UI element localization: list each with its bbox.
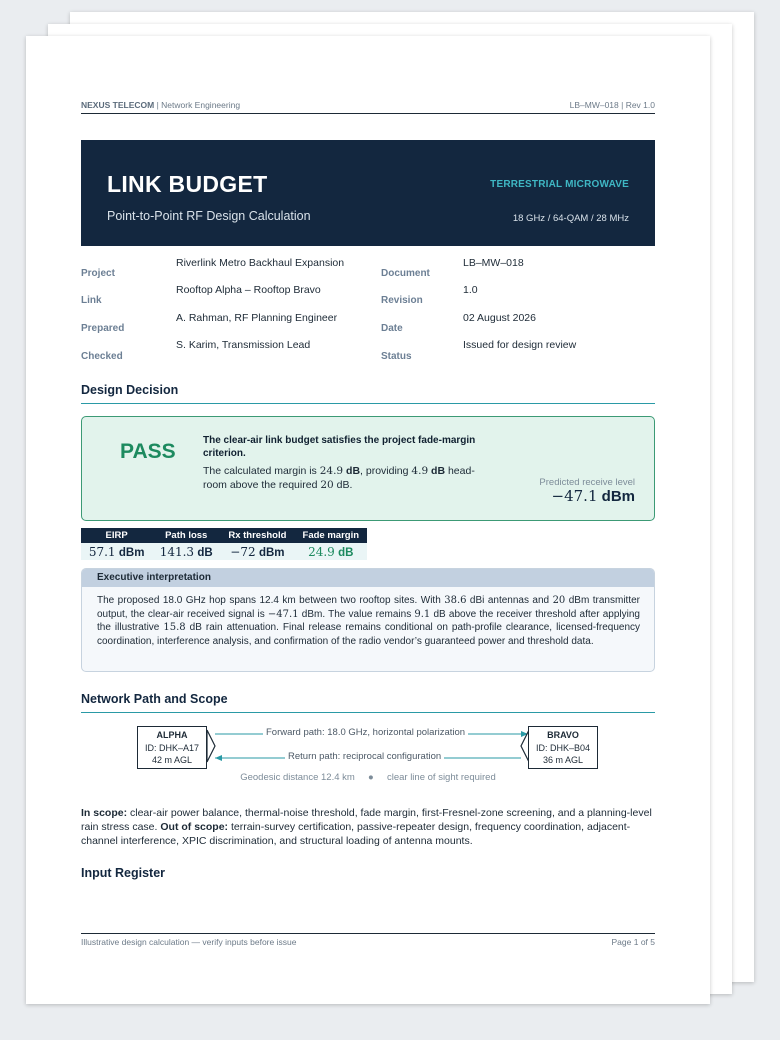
checked-label: Checked — [81, 351, 123, 362]
out-of-scope-label: Out of scope: — [160, 821, 229, 833]
document-label: Document — [381, 268, 430, 279]
in-scope-text: clear-air power balance, thermal-noise threshold, fade margin, first-Fresnel-zone screening, and a planning-level rain stress case. — [81, 807, 652, 833]
date-value: 02 August 2026 — [463, 312, 536, 324]
scope-statement — [81, 806, 655, 848]
rx-number: −47.1 — [551, 487, 598, 505]
project-value: Riverlink Metro Backhaul Expansion — [176, 257, 345, 269]
revision-label: Revision — [381, 295, 423, 306]
kpi-number: 24.9 — [308, 544, 335, 559]
site-height: 36 m AGL — [542, 755, 584, 765]
exec-text: dB above the receiver threshold after applying the illustrative — [97, 608, 640, 633]
kpi-fade-margin — [295, 543, 367, 560]
alpha-antenna — [207, 730, 215, 762]
rx-level-value — [552, 487, 635, 505]
kpi-unit: dB — [338, 546, 354, 559]
rx-level: −47.1 — [267, 608, 299, 620]
body-text: dB. — [333, 479, 353, 491]
kpi-header-row — [81, 528, 367, 543]
kpi-header: Path loss — [152, 528, 220, 543]
kpi-header: EIRP — [81, 528, 152, 543]
section-heading-inputs: Input Register — [81, 866, 166, 880]
brand-name: NEXUS TELECOM — [81, 100, 155, 110]
site-id: ID: DHK–A17 — [144, 742, 200, 753]
decision-body — [203, 464, 493, 492]
kpi-unit: dBm — [258, 546, 285, 559]
site-height: 42 m AGL — [151, 755, 193, 765]
footer-note: Illustrative design calculation — verify inputs before issue — [81, 937, 297, 947]
checked-value: S. Karim, Transmission Lead — [176, 339, 311, 351]
kpi-value-row — [81, 543, 367, 560]
exec-text: dBi antennas and — [466, 595, 553, 606]
document-title: LINK BUDGET — [107, 171, 268, 197]
unit-db: dB — [346, 465, 361, 477]
exec-text: dB rain attenuation. Final release remains conditional on path-profile clearance, licensed-frequency coordination, interference analysis, and confirmation of the radio vendor’s guaranteed power and threshold data. — [97, 622, 641, 647]
body-text: head-room above the required — [203, 465, 475, 491]
link-value: Rooftop Alpha – Rooftop Bravo — [176, 284, 321, 296]
document-page — [26, 36, 710, 1004]
path-distance-note — [81, 772, 655, 783]
line-of-sight-note: clear line of sight required — [386, 772, 496, 783]
page-number: Page 1 of 5 — [611, 937, 655, 947]
decision-card — [81, 416, 655, 521]
link-spec: 18 GHz / 64-QAM / 28 MHz — [512, 213, 629, 224]
rx-unit: dBm — [601, 488, 635, 505]
revision-value: 1.0 — [463, 284, 478, 296]
kpi-number: −72 — [230, 544, 256, 559]
header-left: NEXUS TELECOM | Network Engineering — [81, 100, 241, 110]
site-node-alpha — [137, 726, 207, 769]
title-banner — [81, 140, 655, 246]
site-node-bravo — [528, 726, 598, 769]
document-value: LB–MW–018 — [463, 257, 524, 269]
required-value: 20 — [320, 479, 334, 491]
kpi-unit: dBm — [118, 546, 145, 559]
executive-heading: Executive interpretation — [82, 569, 654, 587]
document-reference: LB–MW–018 | Rev 1.0 — [569, 100, 655, 110]
antenna-gain: 38.6 — [444, 595, 467, 606]
section-heading-decision: Design Decision — [81, 383, 655, 404]
kpi-header: Rx threshold — [220, 528, 294, 543]
link-label: Link — [81, 295, 102, 306]
tx-power: 20 — [552, 595, 566, 606]
unit-db: dB — [431, 465, 446, 477]
return-path-label: Return path: reciprocal configuration — [285, 751, 444, 762]
kpi-unit: dB — [197, 546, 213, 559]
site-name: BRAVO — [547, 730, 579, 740]
executive-text — [82, 587, 654, 648]
department: Network Engineering — [161, 100, 241, 110]
status-label: Status — [381, 351, 412, 362]
in-scope-label: In scope: — [81, 807, 128, 819]
rx-level-label: Predicted receive level — [539, 477, 635, 488]
prepared-label: Prepared — [81, 323, 125, 334]
section-heading-network: Network Path and Scope — [81, 692, 655, 713]
return-arrowhead — [215, 755, 222, 761]
prepared-value: A. Rahman, RF Planning Engineer — [176, 312, 338, 324]
geodesic-distance: Geodesic distance 12.4 km — [240, 772, 355, 783]
kpi-number: 141.3 — [159, 544, 195, 559]
kpi-header: Fade margin — [295, 528, 367, 543]
kpi-rx-threshold — [220, 543, 294, 560]
kpi-table — [81, 528, 367, 560]
page-footer — [81, 933, 655, 947]
exec-text: The proposed 18.0 GHz hop spans 12.4 km between two rooftop sites. With — [97, 595, 445, 606]
date-label: Date — [381, 323, 403, 334]
threshold-margin: 9.1 — [414, 608, 431, 620]
kpi-number: 57.1 — [88, 544, 116, 559]
executive-interpretation — [81, 568, 655, 672]
margin-value: 24.9 — [319, 465, 344, 477]
kpi-path-loss — [152, 543, 220, 560]
category-tag: TERRESTRIAL MICROWAVE — [490, 179, 629, 190]
page-header — [81, 100, 655, 114]
status-value: Issued for design review — [463, 339, 577, 351]
site-name: ALPHA — [156, 730, 188, 740]
metadata-block — [81, 250, 655, 362]
exec-text: dBm. The value remains — [298, 608, 415, 620]
forward-path-label: Forward path: 18.0 GHz, horizontal polarization — [263, 727, 468, 738]
project-label: Project — [81, 268, 115, 279]
kpi-eirp — [81, 543, 152, 560]
exec-text: dBm transmitter output, the clear-air received signal is — [97, 595, 640, 620]
document-subtitle: Point-to-Point RF Design Calculation — [107, 209, 311, 223]
decision-lead: The clear-air link budget satisfies the project fade-margin criterion. — [203, 435, 476, 459]
verdict-badge: PASS — [120, 440, 176, 463]
out-of-scope-text: terrain-survey certification, passive-repeater design, frequency coordination, adjacent-channel interference, XPIC discrimination, and structural loading of antenna mounts. — [81, 821, 631, 847]
headroom-value: 4.9 — [411, 465, 429, 477]
site-id: ID: DHK–B04 — [535, 742, 591, 753]
body-text: The calculated margin is — [203, 465, 320, 477]
rain-attenuation: 15.8 — [163, 622, 186, 633]
network-path-diagram — [81, 722, 655, 794]
bullet-icon: ● — [368, 772, 374, 783]
body-text: , providing — [360, 465, 412, 477]
